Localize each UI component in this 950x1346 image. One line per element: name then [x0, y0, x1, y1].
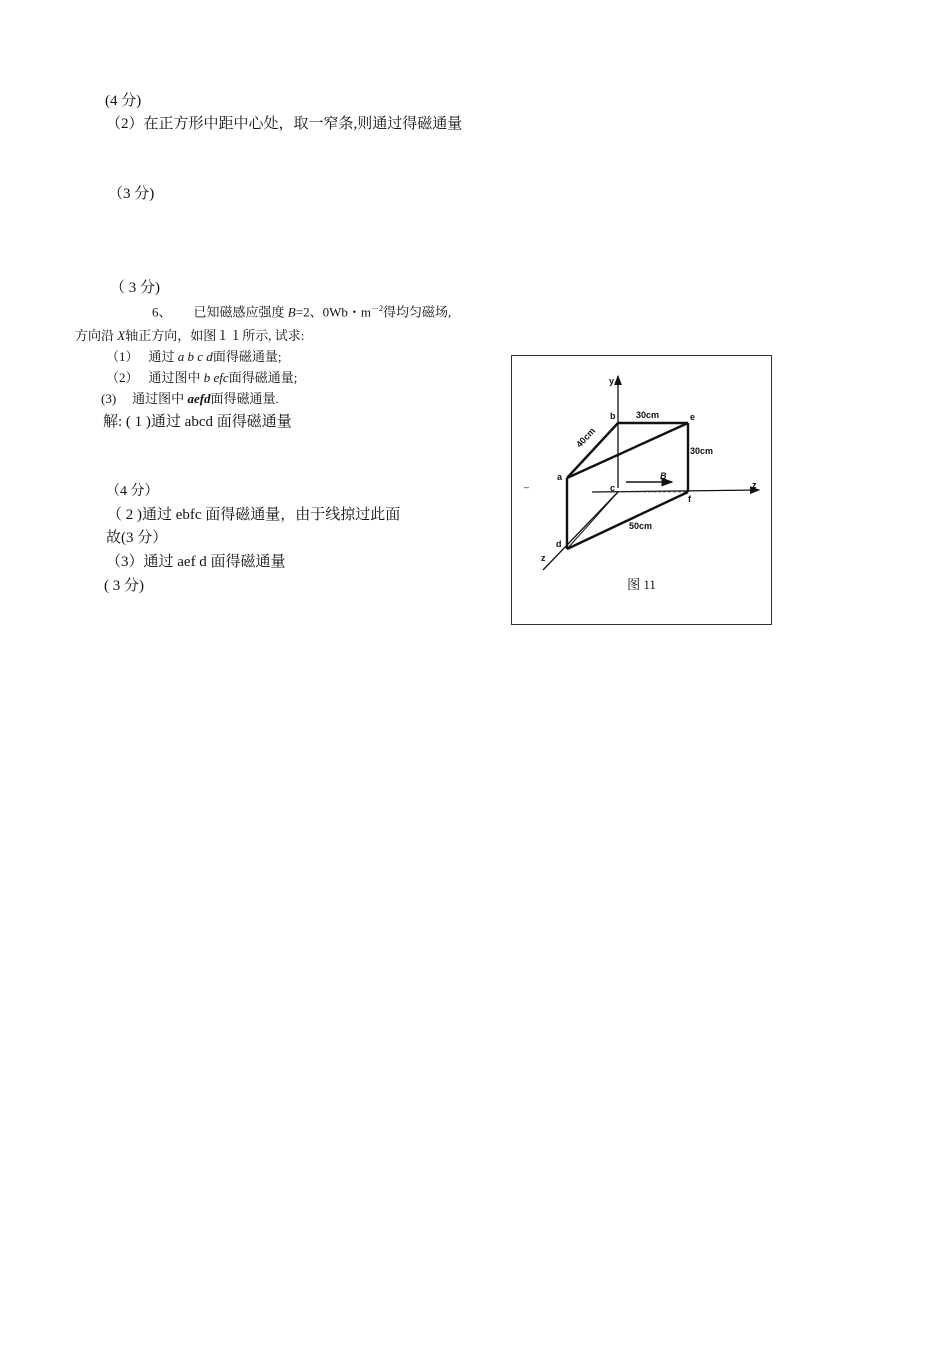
score-line-4: （4 分）: [106, 484, 159, 499]
label-B: B: [660, 471, 667, 481]
label-a: a: [557, 472, 563, 482]
edge-dc: [567, 492, 618, 549]
score-line-5: ( 3 分): [104, 578, 144, 594]
label-d: d: [556, 539, 562, 549]
square-strip-line: （2）在正方形中距中心处，取一窄条,则通过得磁通量: [106, 116, 463, 132]
solution-part-1: 解: ( 1 )通过 abcd 面得磁通量: [103, 414, 292, 430]
edge-df: [567, 492, 688, 549]
dim-df: 50cm: [629, 521, 653, 531]
score-line-3: （ 3 分): [110, 280, 160, 296]
solution-part-2-cont: 故(3 分）: [106, 530, 168, 546]
solution-part-3: （3）通过 aef d 面得磁通量: [106, 554, 286, 570]
sub-question-2: （2） 通过图中 b efc面得磁通量;: [106, 370, 298, 385]
solution-part-2: （ 2 )通过 ebfc 面得磁通量，由于线掠过此面: [107, 507, 401, 523]
figure-caption: 图 11: [627, 577, 656, 592]
label-z-left: z: [541, 553, 546, 563]
label-z-right: z: [752, 480, 757, 490]
stray-dash: –: [524, 482, 530, 492]
sub-question-3: (3) 通过图中 aefd面得磁通量.: [101, 391, 279, 406]
label-b: b: [610, 411, 616, 421]
dim-be: 30cm: [636, 410, 660, 420]
question-6-line-2: 方向沿 X轴正方向，如图１１所示, 试求:: [75, 328, 305, 343]
label-y: y: [609, 376, 615, 386]
label-f: f: [688, 494, 691, 504]
figure-11: [511, 355, 772, 625]
score-line-2: （3 分): [108, 186, 155, 202]
dim-ef: 30cm: [690, 446, 714, 456]
label-c: c: [610, 483, 616, 493]
dim-ab: 40cm: [574, 425, 598, 450]
sub-question-1: （1） 通过 a b c d面得磁通量;: [106, 349, 282, 364]
label-e: e: [690, 412, 696, 422]
question-number: 6、: [152, 304, 172, 320]
score-line-1: (4 分): [105, 93, 142, 109]
question-6-line-1: 6、 已知磁感应强度 B=2、0Wb・$m^{-2}$得均匀磁场,: [152, 304, 452, 320]
